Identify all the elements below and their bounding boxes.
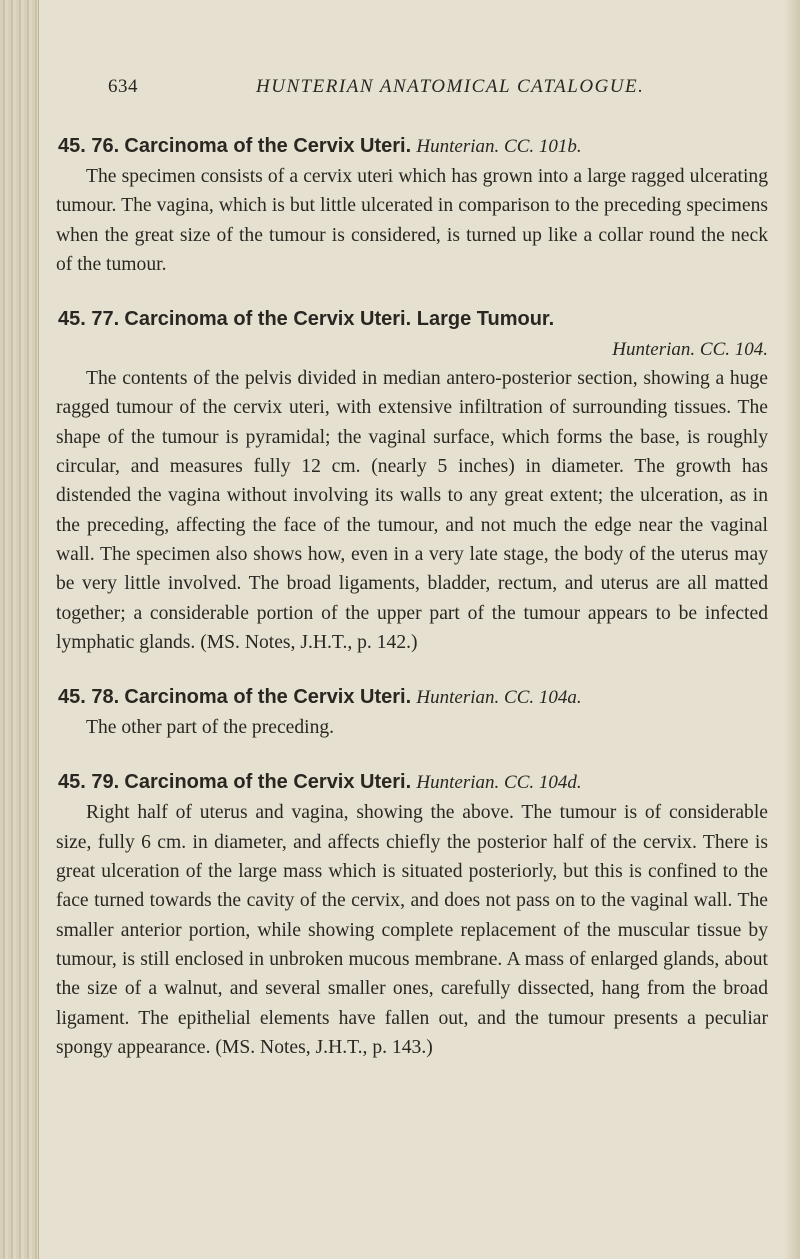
page-header xyxy=(56,70,768,106)
entry-reference: Hunterian. CC. 104d. xyxy=(416,772,582,794)
entry-title: Carcinoma of the Cervix Uteri. Large Tumour. xyxy=(124,308,555,331)
running-title: HUNTERIAN ANATOMICAL CATALOGUE. xyxy=(256,76,645,97)
entry-title: Carcinoma of the Cervix Uteri. xyxy=(124,771,412,794)
entry-number: 45. 77. xyxy=(58,308,120,331)
catalogue-entry-45-79 xyxy=(56,766,768,1062)
entry-number: 45. 79. xyxy=(58,771,120,794)
entry-reference: Hunterian. CC. 101b. xyxy=(416,136,582,157)
page-edge xyxy=(784,0,800,1259)
entry-title: Carcinoma of the Cervix Uteri. xyxy=(124,135,412,157)
page xyxy=(56,70,768,1062)
entry-reference: Hunterian. CC. 104. xyxy=(612,339,768,361)
book-spine xyxy=(0,0,39,1259)
entry-description: The specimen consists of a cervix uteri which has grown into a large ragged ulcerating tumour. The vagina, which is but little ulcerated in comparison to the preceding specimens when the great size of the tumour is considered, is turned up like a collar round the neck of the tumour. xyxy=(56,166,768,275)
entry-description: Right half of uterus and vagina, showing the above. The tumour is of considerable size, fully 6 cm. in diameter, and affects chiefly the posterior half of the cervix. There is great ulceration of the large mass which is situated posteriorly, but this is confined to the face turned towards the cavity of the cervix, and does not pass on to the vaginal wall. The smaller anterior portion, while showing complete replacement of the muscular tissue by tumour, is still enclosed in unbroken mucous membrane. A mass of enlarged glands, about the size of a walnut, and several smaller ones, carefully dissected, hang from the broad ligament. The epithelial elements have fallen out, and the tumour presents a peculiar spongy appearance. (MS. Notes, J.H.T., p. 143.) xyxy=(56,802,768,1058)
entry-number: 45. 78. xyxy=(58,686,120,709)
entry-description: The contents of the pelvis divided in median antero-posterior section, showing a huge ragged tumour of the cervix uteri, with extensive infiltration of surrounding tissues. The shape of the tumour is pyramidal; the vaginal surface, which forms the base, is roughly circular, and measures fully 12 cm. (nearly 5 inches) in diameter. The growth has distended the vagina without involving its walls to any great extent; the ulceration, as in the preceding, affecting the face of the tumour, and not much the edge near the vaginal wall. The specimen also shows how, even in a very late stage, the body of the uterus may be very little involved. The broad ligaments, bladder, rectum, and uterus are all matted together; a considerable portion of the upper part of the tumour appears to be infected lymphatic glands. (MS. Notes, J.H.T., p. 142.) xyxy=(56,368,768,653)
catalogue-entry-45-76 xyxy=(56,130,768,279)
entry-heading xyxy=(58,303,768,335)
page-number: 634 xyxy=(108,76,138,97)
entry-number: 45. 76. xyxy=(58,135,120,157)
entry-heading xyxy=(58,130,768,162)
entry-reference: Hunterian. CC. 104a. xyxy=(416,687,582,709)
catalogue-entry-45-77 xyxy=(56,303,768,657)
entry-description: The other part of the preceding. xyxy=(86,717,335,739)
entry-heading xyxy=(58,681,768,713)
entry-title: Carcinoma of the Cervix Uteri. xyxy=(124,686,412,709)
catalogue-entry-45-78 xyxy=(56,681,768,742)
entry-heading xyxy=(58,766,768,798)
